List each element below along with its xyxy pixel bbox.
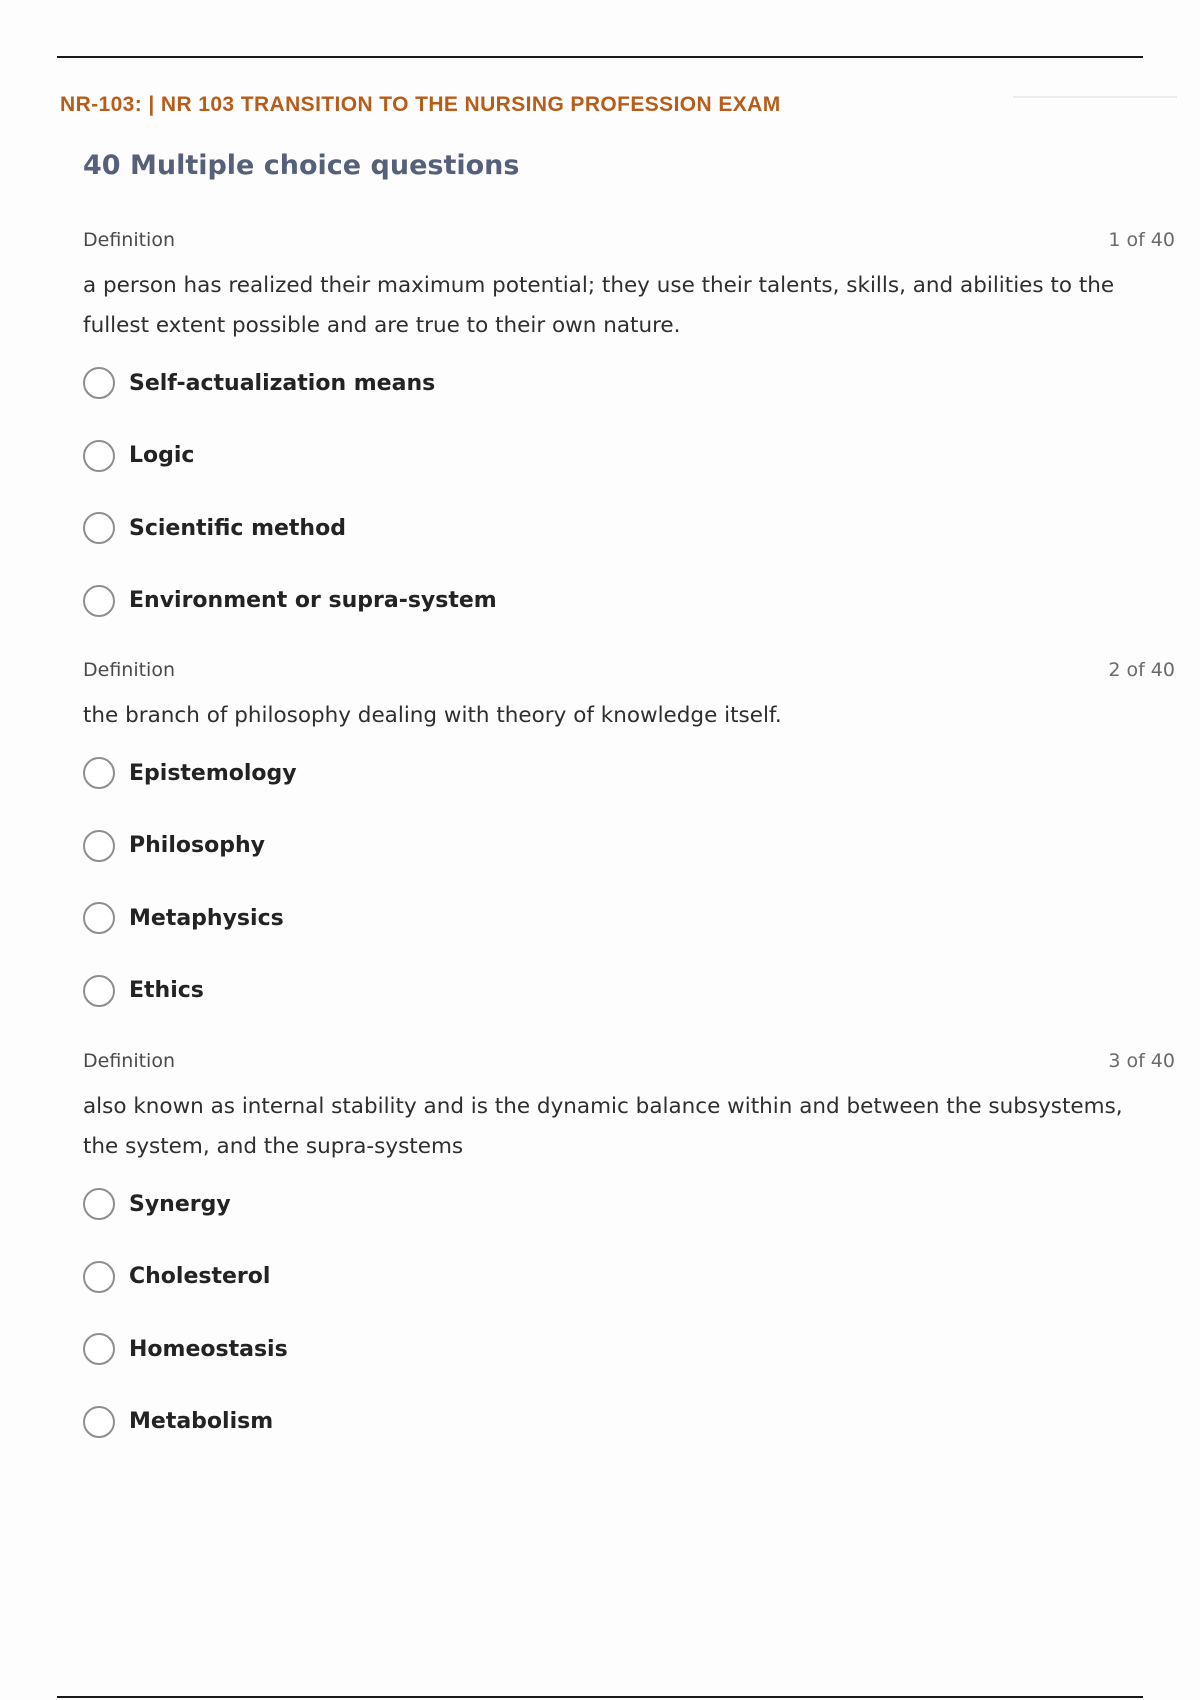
question-counter: 2 of 40 [1108,659,1175,681]
exam-title: NR-103: | NR 103 TRANSITION TO THE NURSING PROFESSION EXAM [60,93,781,116]
answer-option[interactable] [83,583,1175,619]
question-2 [83,659,1175,1045]
question-text: a person has realized their maximum potential; they use their talents, skills, and abilities to the fullest extent possible and are true to their own nature. [83,273,1115,338]
radio-button-icon[interactable] [83,585,115,617]
answer-option-label: Logic [129,443,195,468]
answer-option[interactable] [83,1186,1175,1222]
answer-option-label: Philosophy [129,833,265,858]
radio-button-icon[interactable] [83,1406,115,1438]
question-header [83,1050,1175,1076]
header-faint-rule [1013,96,1177,98]
bottom-rule [57,1696,1143,1698]
question-counter: 3 of 40 [1108,1050,1175,1072]
answer-option-label: Cholesterol [129,1264,271,1289]
answer-options [83,365,1175,619]
question-type-label: Definition [83,229,176,251]
radio-button-icon[interactable] [83,975,115,1007]
radio-button-icon[interactable] [83,757,115,789]
answer-option[interactable] [83,438,1175,474]
question-type-label: Definition [83,1050,176,1072]
question-header [83,659,1175,685]
radio-button-icon[interactable] [83,1188,115,1220]
radio-button-icon[interactable] [83,440,115,472]
answer-option[interactable] [83,828,1175,864]
answer-option-label: Scientific method [129,515,346,541]
section-heading: 40 Multiple choice questions [83,150,520,181]
answer-option-label: Metaphysics [129,905,284,931]
top-rule [57,56,1143,58]
radio-button-icon[interactable] [83,830,115,862]
question-1 [83,229,1175,655]
radio-button-icon[interactable] [83,1261,115,1293]
radio-button-icon[interactable] [83,902,115,934]
question-3 [83,1050,1175,1476]
answer-option-label: Homeostasis [129,1336,288,1362]
answer-option[interactable] [83,1331,1175,1367]
answer-option[interactable] [83,510,1175,546]
answer-option[interactable] [83,365,1175,401]
question-type-label: Definition [83,659,176,681]
question-header [83,229,1175,255]
radio-button-icon[interactable] [83,367,115,399]
question-text: also known as internal stability and is the dynamic balance within and between the subsystems, the system, and the supra-systems [83,1094,1123,1159]
answer-option-label: Self-actualization means [129,370,436,396]
question-counter: 1 of 40 [1108,229,1175,251]
question-text: the branch of philosophy dealing with theory of knowledge itself. [83,703,782,728]
radio-button-icon[interactable] [83,1333,115,1365]
answer-option-label: Epistemology [129,760,297,786]
answer-option-label: Environment or supra-system [129,588,497,613]
answer-option-label: Synergy [129,1191,231,1217]
answer-options [83,755,1175,1009]
answer-options [83,1186,1175,1440]
answer-option[interactable] [83,755,1175,791]
answer-option-label: Ethics [129,978,204,1003]
answer-option[interactable] [83,1259,1175,1295]
answer-option-label: Metabolism [129,1409,274,1434]
answer-option[interactable] [83,973,1175,1009]
radio-button-icon[interactable] [83,512,115,544]
answer-option[interactable] [83,1404,1175,1440]
answer-option[interactable] [83,900,1175,936]
